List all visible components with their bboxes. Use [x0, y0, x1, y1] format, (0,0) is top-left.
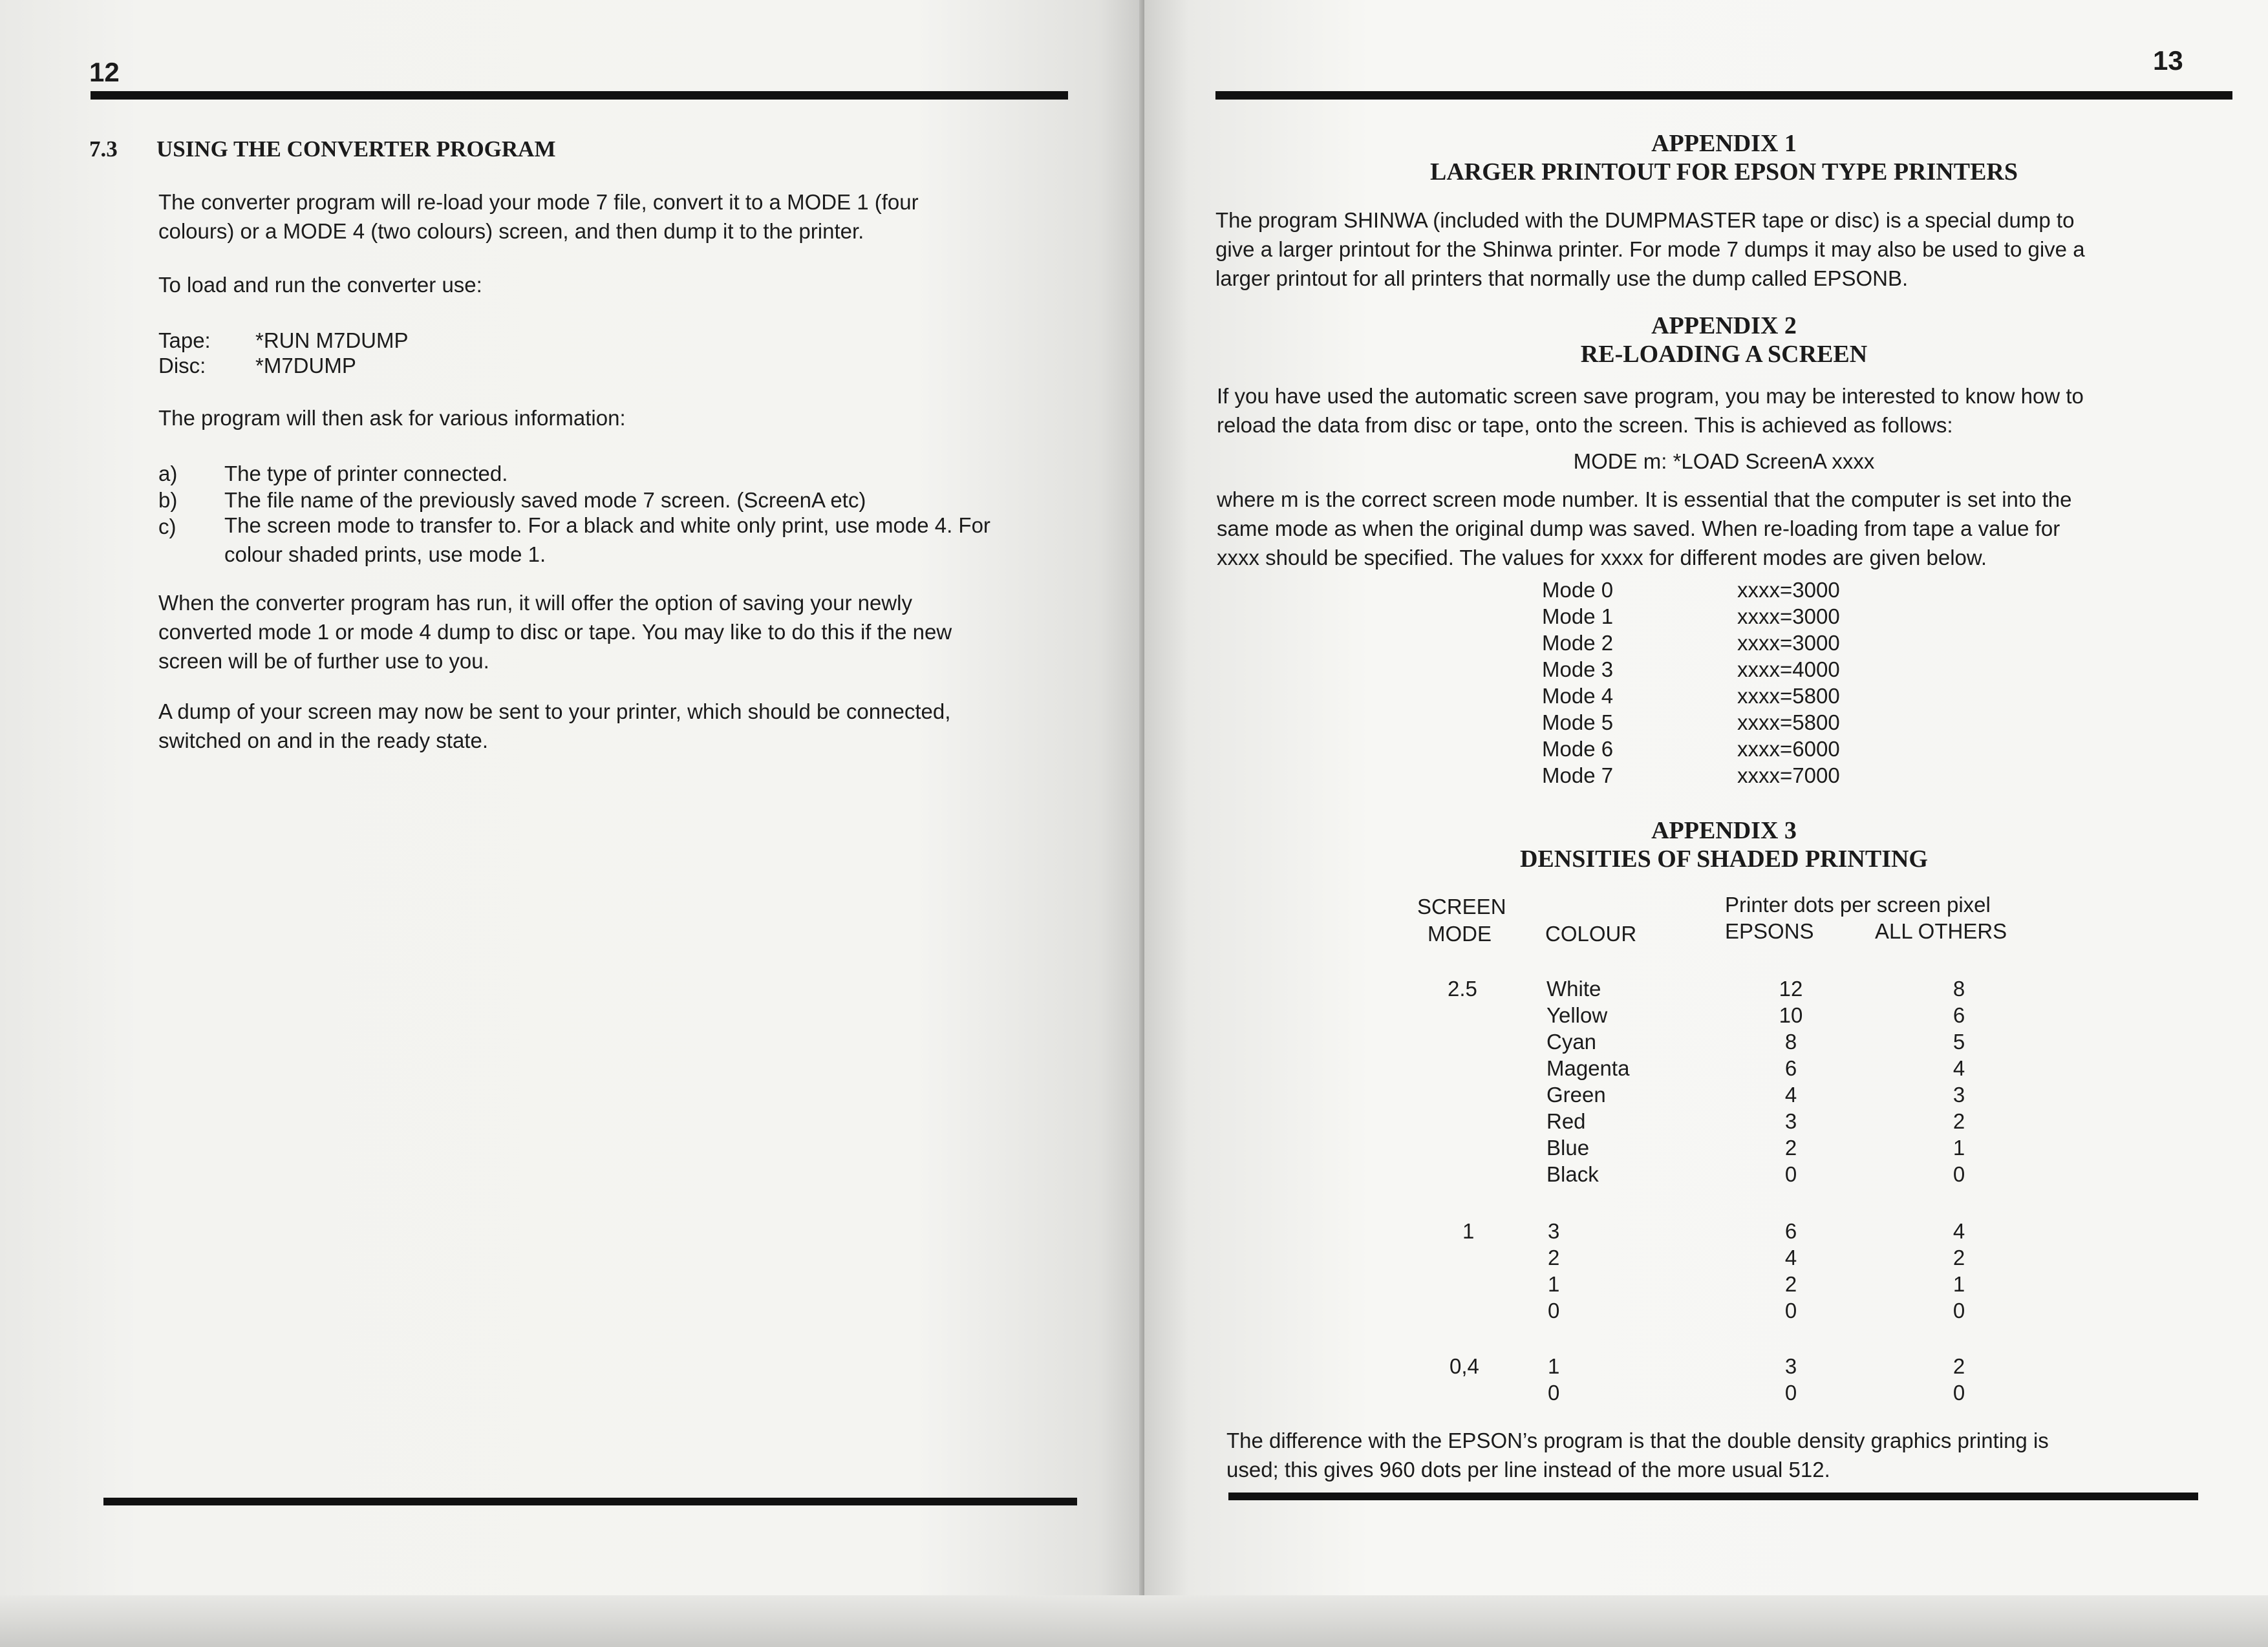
- mode-label: Mode 4: [1542, 684, 1614, 708]
- text-line: When the converter program has run, it will offer the option of saving your newly: [158, 591, 912, 615]
- table-cell: 2: [1952, 1109, 1965, 1133]
- colour-column: [1548, 1218, 1559, 1324]
- disc-command: *M7DUMP: [255, 354, 356, 377]
- others-column: [1946, 975, 1972, 1187]
- mode-value: xxxx=3000: [1737, 631, 1840, 655]
- table-cell: 1: [1548, 1272, 1560, 1296]
- table-cell: 2: [1952, 1354, 1965, 1378]
- page-number: 13: [2153, 45, 2183, 76]
- colour-column: [1546, 975, 1629, 1187]
- text-line: where m is the correct screen mode number. It is essential that the computer is set into the: [1217, 487, 2072, 511]
- group-mode: 1: [1462, 1219, 1475, 1243]
- mode-value-list: [1737, 577, 1840, 789]
- text-line: reload the data from disc or tape, onto the screen. This is achieved as follows:: [1217, 413, 1953, 437]
- table-cell: Magenta: [1546, 1056, 1630, 1080]
- appendix3-footer: [1226, 1426, 2049, 1484]
- table-cell: 5: [1952, 1030, 1965, 1054]
- mode-value: xxxx=7000: [1737, 763, 1840, 787]
- mode-value: xxxx=5800: [1737, 710, 1840, 734]
- mode-label: Mode 0: [1542, 578, 1614, 602]
- table-cell: Green: [1546, 1083, 1606, 1107]
- appendix3-subtitle: DENSITIES OF SHADED PRINTING: [1519, 845, 1928, 873]
- table-cell: 3: [1952, 1083, 1965, 1107]
- item-marker: a): [158, 462, 178, 485]
- mode-label: Mode 1: [1542, 604, 1614, 628]
- appendix2-text-2: [1217, 485, 2071, 572]
- table-cell: 0: [1548, 1299, 1560, 1323]
- epsons-column: [1778, 1353, 1804, 1406]
- text-line: same mode as when the original dump was saved. When re-loading from tape a value for: [1217, 516, 2060, 540]
- appendix2-title: APPENDIX 2: [1651, 312, 1797, 339]
- table-cell: 0: [1784, 1162, 1797, 1186]
- header-epsons: EPSONS: [1725, 919, 1814, 943]
- table-cell: 2: [1548, 1246, 1560, 1270]
- header-all-others: ALL OTHERS: [1875, 919, 2007, 943]
- load-command: MODE m: *LOAD ScreenA xxxx: [1573, 449, 1875, 473]
- text-line: A dump of your screen may now be sent to your printer, which should be connected,: [158, 699, 951, 723]
- table-cell: 0: [1952, 1381, 1965, 1405]
- header-mode: MODE: [1428, 922, 1492, 946]
- section-title: USING THE CONVERTER PROGRAM: [156, 136, 556, 162]
- table-cell: 1: [1952, 1272, 1965, 1296]
- text-line: The difference with the EPSON’s program is that the double density graphics printing is: [1226, 1429, 2049, 1452]
- info-intro: The program will then ask for various information:: [158, 406, 626, 430]
- appendix2-text: [1217, 381, 2084, 440]
- text-line: give a larger printout for the Shinwa printer. For mode 7 dumps it may also be used to give a: [1215, 237, 2085, 261]
- text-line: used; this gives 960 dots per line instead of the more usual 512.: [1226, 1458, 1830, 1482]
- table-cell: 12: [1779, 977, 1803, 1001]
- right-page: [1144, 0, 2268, 1647]
- table-cell: 3: [1784, 1354, 1797, 1378]
- table-cell: White: [1546, 977, 1601, 1001]
- appendix1-title: APPENDIX 1: [1651, 130, 1797, 157]
- table-cell: 0: [1784, 1381, 1797, 1405]
- item-marker: c): [158, 515, 177, 538]
- table-cell: 6: [1952, 1003, 1965, 1027]
- header-rule: [1215, 91, 2232, 100]
- table-cell: 2: [1952, 1246, 1965, 1270]
- mode-label: Mode 3: [1542, 657, 1614, 681]
- page-number: 12: [89, 57, 120, 87]
- mode-label: Mode 7: [1542, 763, 1614, 787]
- others-column: [1946, 1218, 1972, 1324]
- item-marker: b): [158, 488, 178, 512]
- tape-command: *RUN M7DUMP: [255, 328, 409, 352]
- text-line: colour shaded prints, use mode 1.: [224, 542, 546, 566]
- others-column: [1946, 1353, 1972, 1406]
- table-cell: 8: [1784, 1030, 1797, 1054]
- page-bottom-edge: [0, 1595, 2268, 1647]
- header-printer-dots: Printer dots per screen pixel: [1725, 893, 1991, 917]
- footer-rule: [103, 1498, 1077, 1505]
- footer-rule: [1228, 1493, 2198, 1500]
- appendix3-title: APPENDIX 3: [1651, 817, 1797, 844]
- text-line: larger printout for all printers that normally use the dump called EPSONB.: [1215, 266, 1909, 290]
- mode-value: xxxx=3000: [1737, 604, 1840, 628]
- item-text: [224, 511, 990, 569]
- mode-value: xxxx=3000: [1737, 578, 1840, 602]
- table-cell: 0: [1548, 1381, 1560, 1405]
- item-text: The file name of the previously saved mode 7 screen. (ScreenA etc): [224, 488, 866, 512]
- table-cell: Yellow: [1546, 1003, 1608, 1027]
- load-instruction: To load and run the converter use:: [158, 273, 482, 297]
- mode-value: xxxx=4000: [1737, 657, 1840, 681]
- table-cell: Black: [1546, 1162, 1599, 1186]
- text-line: xxxx should be specified. The values for xxxx for different modes are given below.: [1217, 546, 1987, 569]
- table-cell: Blue: [1546, 1136, 1590, 1160]
- table-cell: 3: [1548, 1219, 1560, 1243]
- appendix1-subtitle: LARGER PRINTOUT FOR EPSON TYPE PRINTERS: [1430, 158, 2018, 186]
- tape-label: Tape:: [158, 328, 211, 352]
- epsons-column: [1778, 975, 1804, 1187]
- section-number: 7.3: [89, 136, 118, 162]
- text-line: The program SHINWA (included with the DUMPMASTER tape or disc) is a special dump to: [1215, 208, 2075, 232]
- appendix1-text: [1215, 206, 2085, 293]
- text-line: If you have used the automatic screen save program, you may be interested to know how to: [1217, 384, 2084, 408]
- disc-label: Disc:: [158, 354, 206, 377]
- table-cell: Cyan: [1546, 1030, 1597, 1054]
- table-cell: 0: [1784, 1299, 1797, 1323]
- header-colour: COLOUR: [1545, 922, 1637, 946]
- text-line: The screen mode to transfer to. For a black and white only print, use mode 4. For: [224, 513, 990, 537]
- colour-column: [1548, 1353, 1559, 1406]
- group-mode: 0,4: [1450, 1354, 1479, 1378]
- save-paragraph: [158, 588, 952, 675]
- text-line: switched on and in the ready state.: [158, 728, 488, 752]
- mode-label: Mode 2: [1542, 631, 1614, 655]
- epsons-column: [1778, 1218, 1804, 1324]
- group-mode: 2.5: [1448, 977, 1477, 1001]
- table-cell: 10: [1779, 1003, 1803, 1027]
- table-cell: 6: [1784, 1219, 1797, 1243]
- text-line: converted mode 1 or mode 4 dump to disc or tape. You may like to do this if the new: [158, 620, 952, 644]
- item-text: The type of printer connected.: [224, 462, 508, 485]
- dump-paragraph: [158, 697, 950, 755]
- text-line: screen will be of further use to you.: [158, 649, 489, 673]
- table-cell: 2: [1784, 1136, 1797, 1160]
- table-cell: 1: [1548, 1354, 1560, 1378]
- table-cell: 0: [1952, 1162, 1965, 1186]
- table-cell: 3: [1784, 1109, 1797, 1133]
- mode-label: Mode 5: [1542, 710, 1614, 734]
- table-cell: 6: [1784, 1056, 1797, 1080]
- table-cell: 4: [1784, 1083, 1797, 1107]
- appendix2-subtitle: RE-LOADING A SCREEN: [1580, 341, 1868, 368]
- intro-paragraph: [158, 187, 919, 246]
- text-line: The converter program will re-load your mode 7 file, convert it to a MODE 1 (four: [158, 190, 919, 214]
- table-cell: 2: [1784, 1272, 1797, 1296]
- table-cell: 0: [1952, 1299, 1965, 1323]
- table-cell: 1: [1952, 1136, 1965, 1160]
- table-cell: 4: [1784, 1246, 1797, 1270]
- table-cell: 8: [1952, 977, 1965, 1001]
- table-cell: Red: [1546, 1109, 1586, 1133]
- table-cell: 4: [1952, 1056, 1965, 1080]
- mode-list: [1542, 577, 1613, 789]
- mode-value: xxxx=5800: [1737, 684, 1840, 708]
- text-line: colours) or a MODE 4 (two colours) screen, and then dump it to the printer.: [158, 219, 864, 243]
- header-screen: SCREEN: [1417, 895, 1506, 919]
- mode-value: xxxx=6000: [1737, 737, 1840, 761]
- mode-label: Mode 6: [1542, 737, 1614, 761]
- table-cell: 4: [1952, 1219, 1965, 1243]
- header-rule: [91, 91, 1068, 100]
